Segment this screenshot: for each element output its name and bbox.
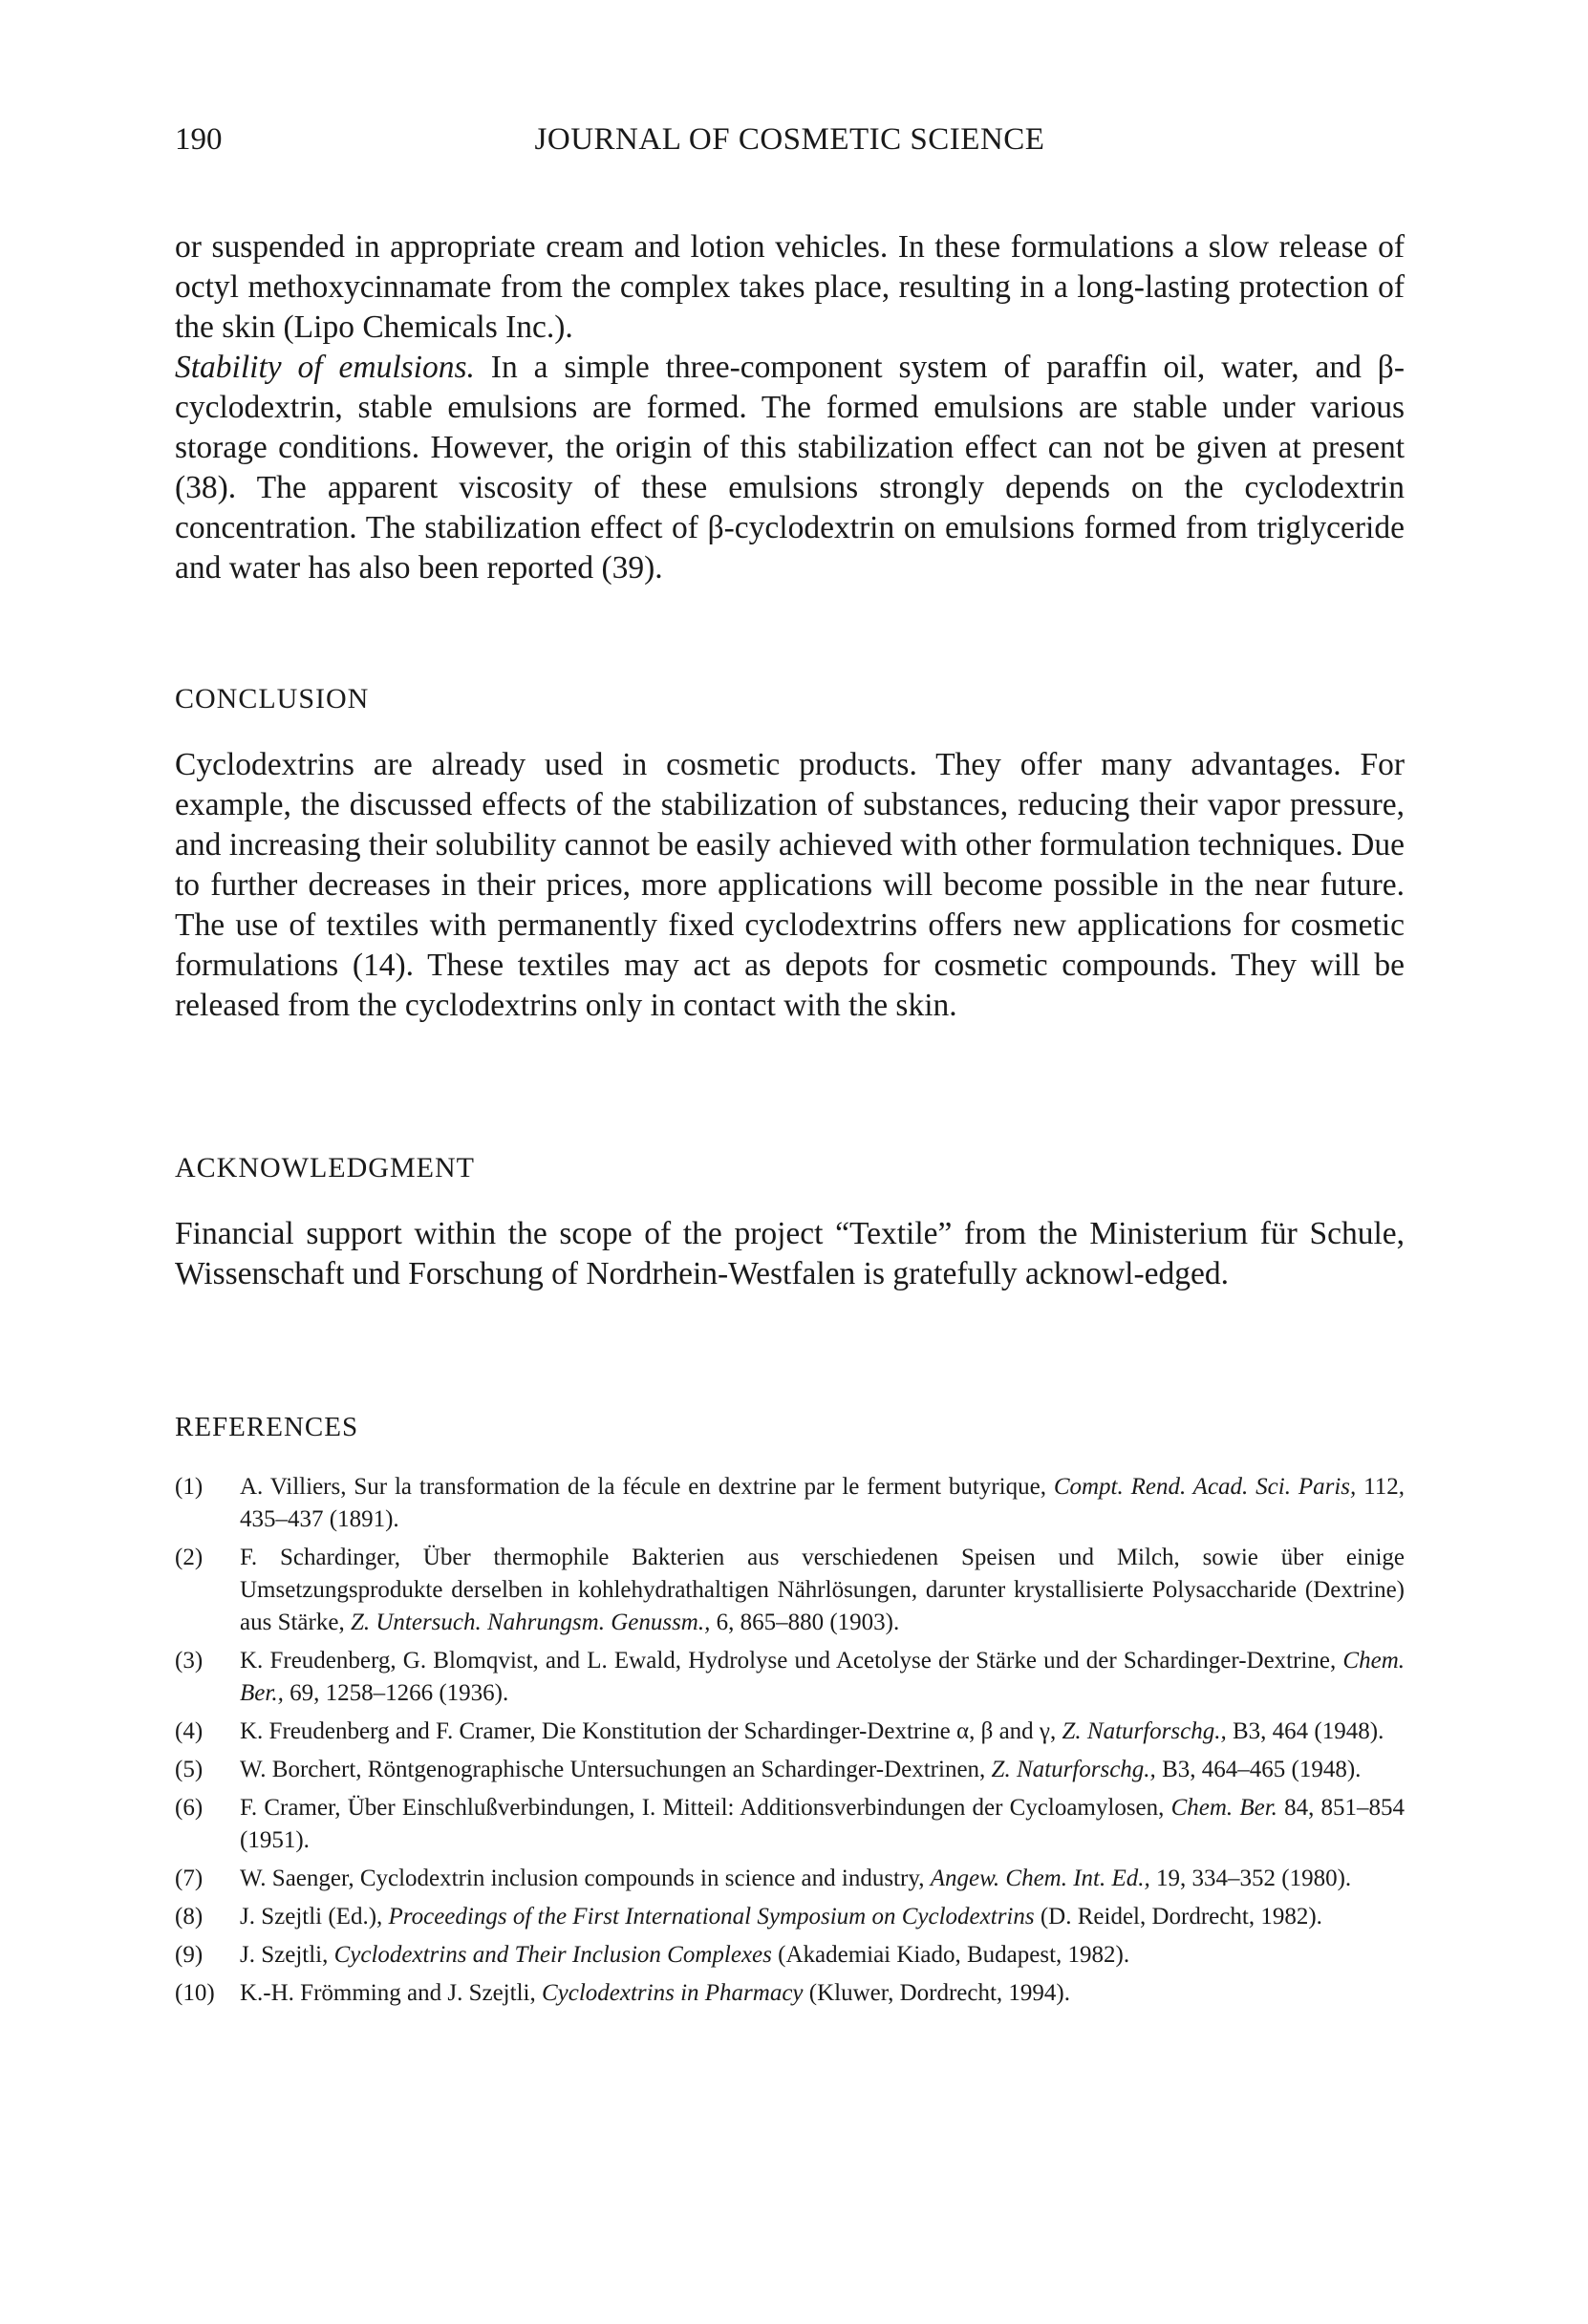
reference-number: (7) [175,1866,204,1891]
paragraph-text: In a simple three-component system of paraffin oil, water, and β-cyclodextrin, stable emulsions are formed. The formed emulsions are stable under various storage conditions. However, the origin of this stabilization effect can not be given at present (38). The apparent viscosity of these emulsions strongly depends on the cyclodextrin concentration. The stabilization effect of β-cyclodextrin on emulsions formed from triglyceride and water has also been reported (39). [175,350,1406,586]
section-heading-acknowledgment: ACKNOWLEDGMENT [175,1152,475,1183]
reference-text: K. Freudenberg, G. Blomqvist, and L. Ewald, Hydrolyse und Acetolyse der Stärke und der Schardinger-Dextrine, Chem. Ber., 69, 1258–1266 (1936). [240,1648,1405,1706]
reference-number: (5) [175,1757,204,1782]
reference-text: J. Szejtli (Ed.), Proceedings of the First International Symposium on Cyclodextrins (D. Reidel, Dordrecht, 1982). [240,1904,1322,1930]
section-heading-references: REFERENCES [175,1412,359,1442]
reference-item [175,1792,1405,1857]
paragraph-stability-of-emulsions [175,348,1405,588]
reference-source: Cyclodextrins and Their Inclusion Complexes [333,1942,772,1968]
reference-source: Angew. Chem. Int. Ed., [930,1866,1150,1891]
paragraph-lead-in: Stability of emulsions. [175,350,475,385]
reference-text: K. Freudenberg and F. Cramer, Die Konstitution der Schardinger-Dextrine α, β and γ, Z. Naturforschg., B3, 464 (1948). [240,1718,1384,1744]
reference-text: A. Villiers, Sur la transformation de la fécule en dextrine par le ferment butyrique, Compt. Rend. Acad. Sci. Paris, 112, 435–437 (1891). [240,1474,1405,1532]
reference-item [175,1716,1405,1748]
reference-text: W. Borchert, Röntgenographische Untersuchungen an Schardinger-Dextrinen, Z. Naturforschg., B3, 464–465 (1948). [240,1757,1362,1782]
paragraph-continued: or suspended in appropriate cream and lotion vehicles. In these formulations a slow release of octyl methoxycinnamate from the complex takes place, resulting in a long-lasting protection of the skin (Lipo Chemicals Inc.). [175,229,1405,345]
reference-number: (3) [175,1648,204,1674]
reference-number: (2) [175,1545,204,1570]
reference-item [175,1939,1405,1972]
reference-number: (4) [175,1718,204,1744]
reference-text: K.-H. Frömming and J. Szejtli, Cyclodextrins in Pharmacy (Kluwer, Dordrecht, 1994). [240,1980,1070,2006]
reference-number: (8) [175,1904,204,1930]
section-heading-conclusion: CONCLUSION [175,683,370,714]
journal-title: JOURNAL OF COSMETIC SCIENCE [534,122,1045,157]
reference-item [175,1863,1405,1895]
reference-number: (10) [175,1980,215,2006]
reference-item [175,1977,1405,2010]
reference-source: Proceedings of the First International Symposium on Cyclodextrins [388,1904,1035,1930]
reference-text: W. Saenger, Cyclodextrin inclusion compounds in science and industry, Angew. Chem. Int. Ed., 19, 334–352 (1980). [240,1866,1352,1891]
reference-source: Chem. Ber. [1170,1795,1277,1821]
reference-source: Z. Untersuch. Nahrungsm. Genussm., [350,1610,711,1635]
reference-number: (6) [175,1795,204,1821]
reference-text: J. Szejtli, Cyclodextrins and Their Inclusion Complexes (Akademiai Kiado, Budapest, 1982). [240,1942,1130,1968]
running-head [175,122,1405,164]
reference-text: F. Cramer, Über Einschlußverbindungen, I. Mitteil: Additionsverbindungen der Cycloamylosen, Chem. Ber. 84, 851–854 (1951). [240,1795,1405,1853]
reference-item [175,1754,1405,1786]
reference-item [175,1542,1405,1639]
reference-item [175,1471,1405,1536]
page-number: 190 [175,122,223,157]
reference-number: (9) [175,1942,204,1968]
reference-list [175,1471,1405,2015]
reference-source: Chem. Ber., [240,1648,1405,1706]
reference-source: Cyclodextrins in Pharmacy [541,1980,804,2006]
reference-source: Z. Naturforschg., [1062,1718,1227,1744]
reference-text: F. Schardinger, Über thermophile Bakterien aus verschiedenen Speisen und Milch, sowie über einige Umsetzungsprodukte derselben in kohlehydrathaltigen Nährlösungen, darunter krystallisierte Polysaccharide (Dextrine) aus Stärke, Z. Untersuch. Nahrungsm. Genussm., 6, 865–880 (1903). [240,1545,1405,1635]
reference-number: (1) [175,1474,204,1500]
paragraph-acknowledgment: Financial support within the scope of the project “Textile” from the Ministerium für Schule, Wissenschaft und Forschung of Nordrhein-Westfalen is gratefully acknowl-edged. [175,1216,1405,1291]
reference-item [175,1901,1405,1933]
reference-source: Z. Naturforschg., [991,1757,1156,1782]
paragraph-conclusion: Cyclodextrins are already used in cosmetic products. They offer many advantages. For example, the discussed effects of the stabilization of substances, reducing their vapor pressure, and increasing their solubility cannot be easily achieved with other formulation techniques. Due to further decreases in their prices, more applications will become possible in the near future. The use of textiles with permanently fixed cyclodextrins offers new applications for cosmetic formulations (14). These textiles may act as depots for cosmetic compounds. They will be released from the cyclodextrins only in contact with the skin. [175,747,1405,1023]
reference-item [175,1645,1405,1710]
reference-source: Compt. Rend. Acad. Sci. Paris, [1053,1474,1357,1500]
